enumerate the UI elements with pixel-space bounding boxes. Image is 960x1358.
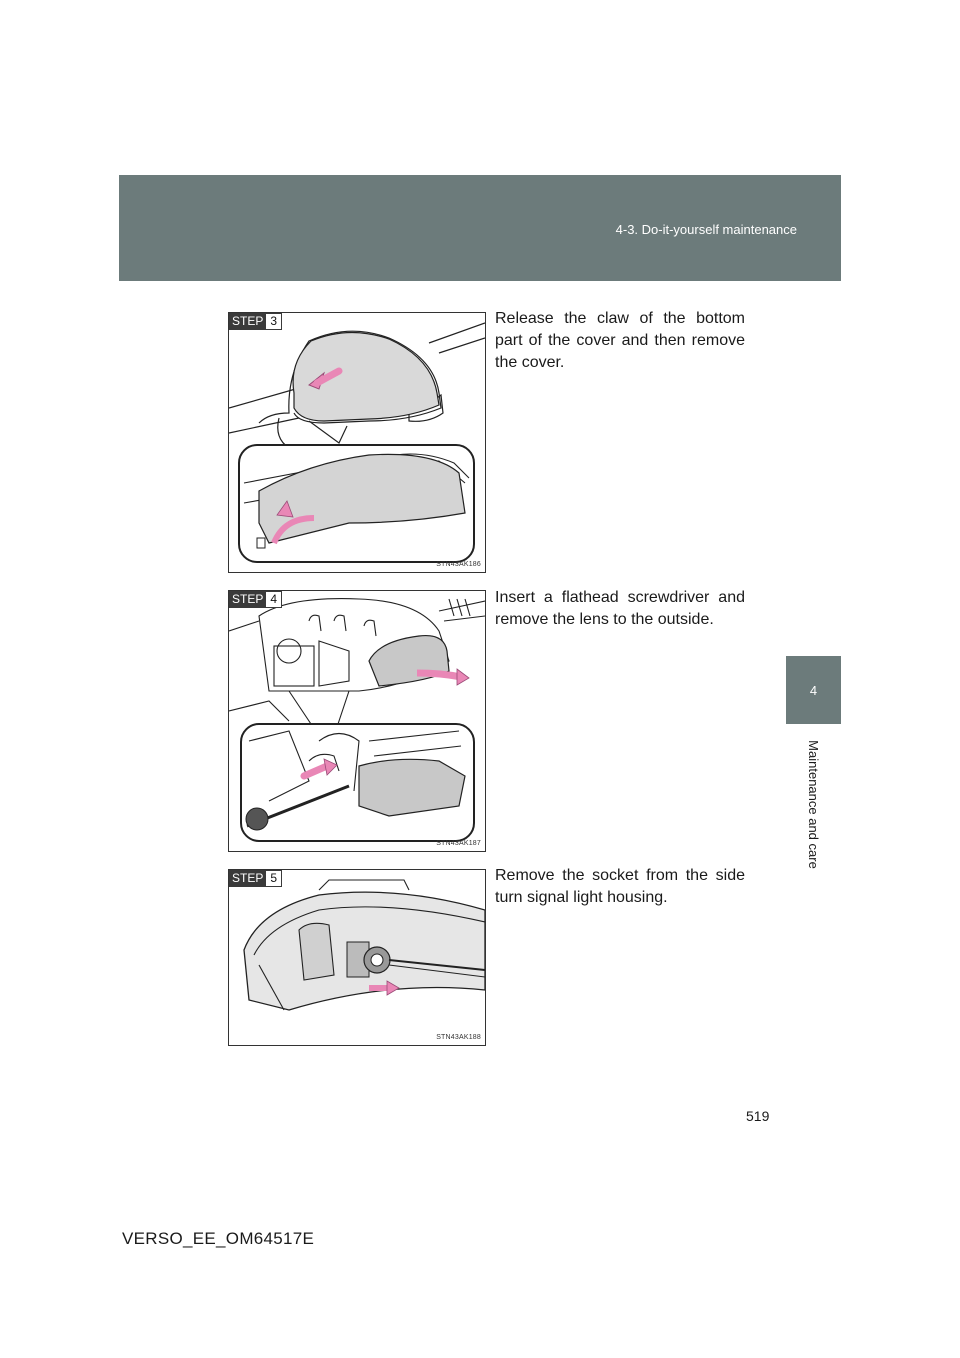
section-title: 4-3. Do-it-yourself maintenance (615, 222, 797, 237)
socket-removal-illustration (229, 870, 485, 1045)
step-badge-word: STEP (229, 591, 266, 608)
header-band (119, 175, 841, 281)
step-3-badge (229, 313, 282, 330)
figure-code: STN43AK188 (436, 1034, 481, 1041)
page-number: 519 (746, 1108, 770, 1124)
lens-removal-illustration (229, 591, 485, 851)
step-5-badge (229, 870, 282, 887)
chapter-label-text: Maintenance and care (806, 739, 821, 869)
step-badge-word: STEP (229, 870, 266, 887)
step-5-text: Remove the socket from the side turn signal light housing. (495, 867, 745, 906)
step-4-figure (228, 590, 486, 852)
step-4-badge (229, 591, 282, 608)
step-3-text: Release the claw of the bottom part of the cover and then remove the cover. (495, 310, 745, 371)
chapter-number: 4 (809, 682, 818, 698)
chapter-tab[interactable] (786, 656, 841, 724)
step-badge-number: 3 (266, 313, 282, 330)
step-badge-number: 5 (266, 870, 282, 887)
step-3-figure (228, 312, 486, 573)
mirror-cover-illustration (229, 313, 485, 572)
step-5-figure (228, 869, 486, 1046)
figure-code: STN43AK187 (436, 840, 481, 847)
step-badge-word: STEP (229, 313, 266, 330)
step-badge-number: 4 (266, 591, 282, 608)
step-4-text: Insert a flathead screwdriver and remove the lens to the outside. (495, 589, 745, 628)
document-code: VERSO_EE_OM64517E (122, 1229, 315, 1248)
chapter-label (786, 734, 841, 874)
figure-code: STN43AK186 (436, 561, 481, 568)
